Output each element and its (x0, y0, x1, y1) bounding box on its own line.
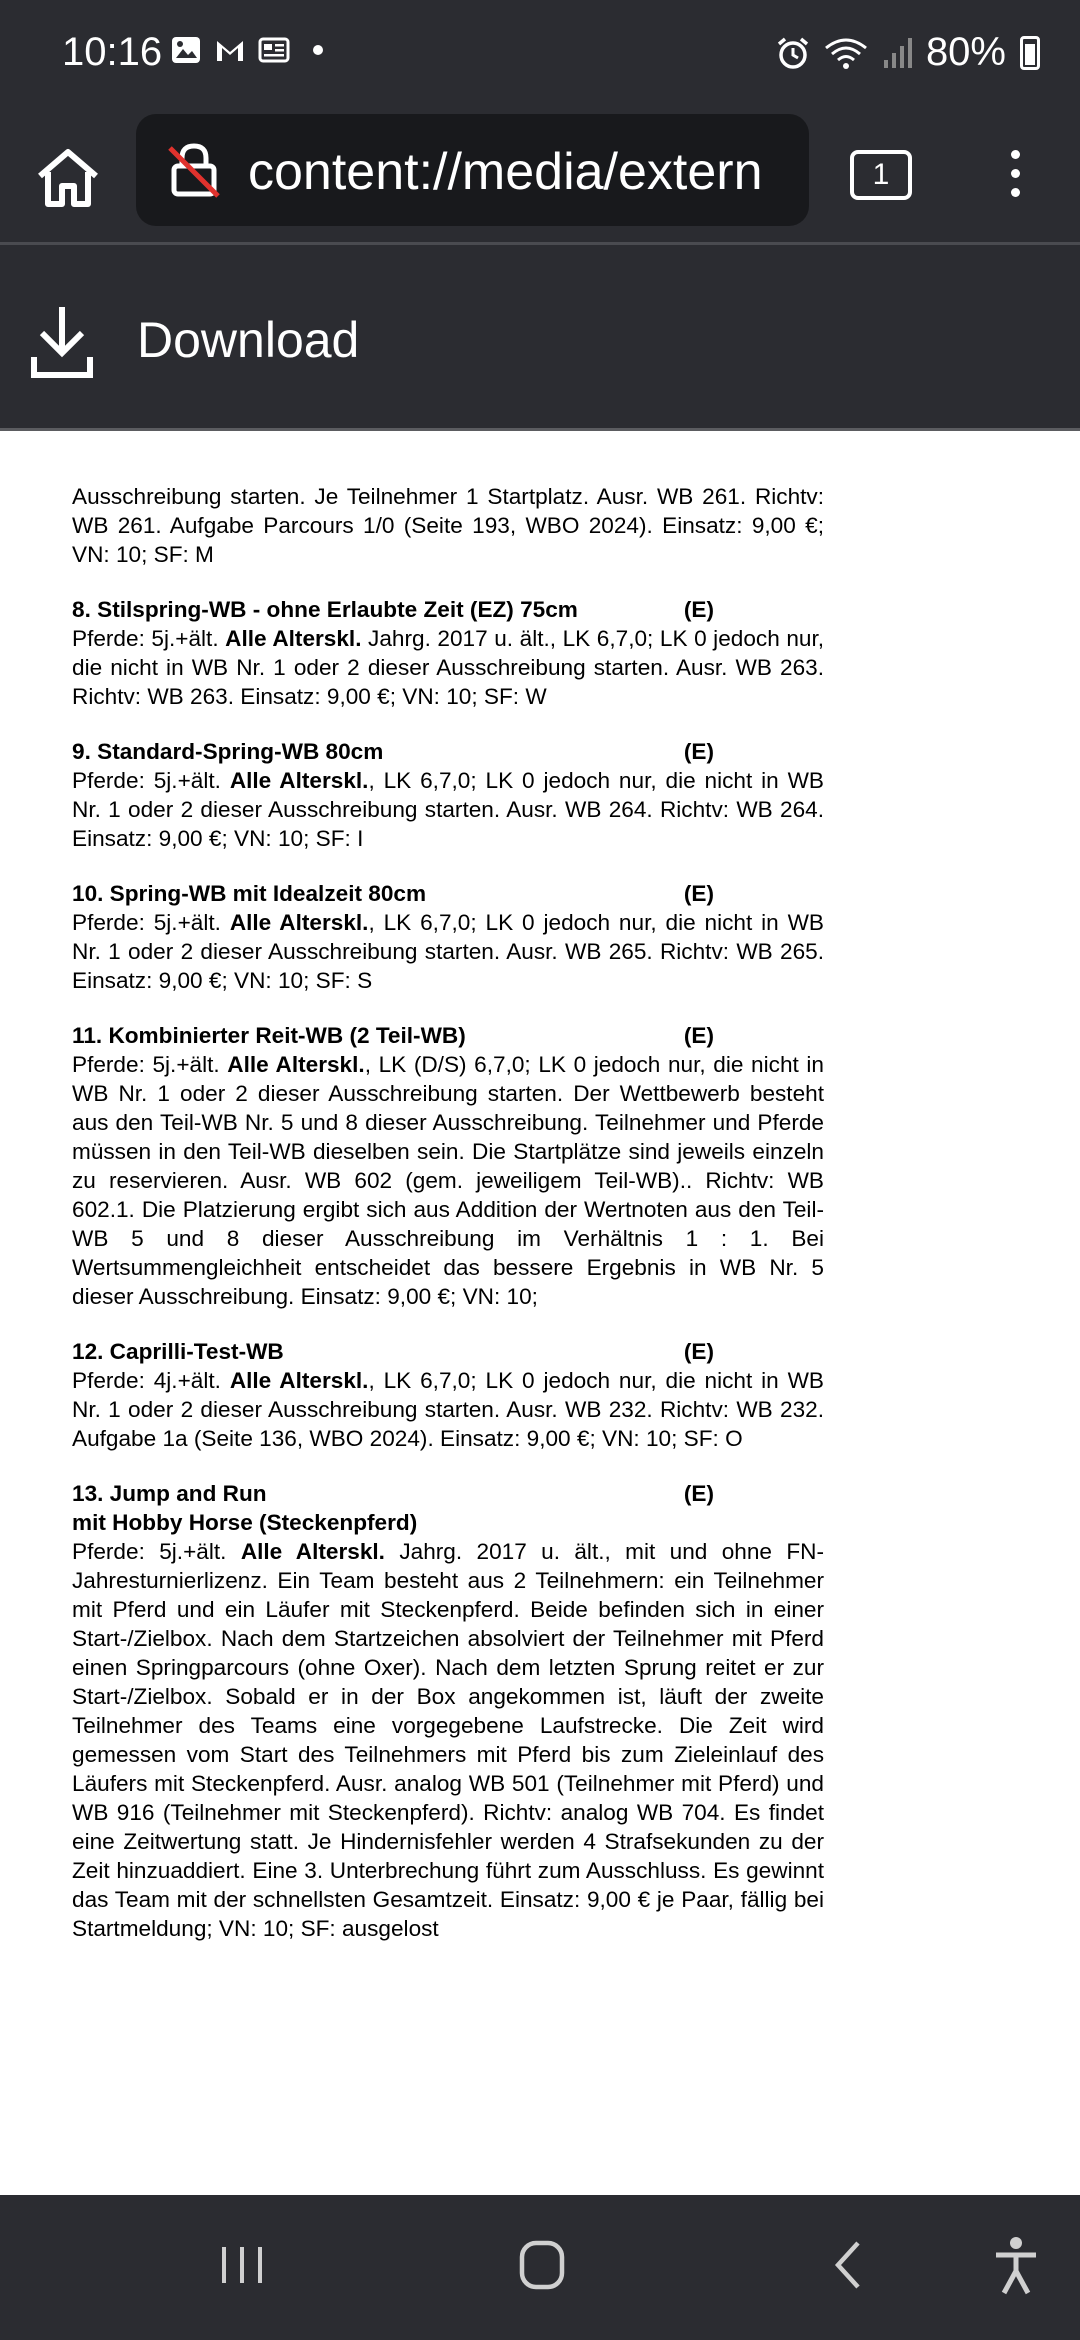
entry-body (72, 766, 824, 853)
status-time: 10:16 (62, 30, 163, 74)
entry-title: 11. Kombinierter Reit-WB (2 Teil-WB) (72, 1023, 466, 1048)
entry-text: , LK 6,7,0; LK 0 jedoch nur, die nicht in WB Nr. 1 oder 2 dieser Ausschreibung starten. Ausr. WB 264. Richtv: WB 264. Einsatz: 9,00 €; VN: 10; SF: I (72, 768, 824, 851)
entry-13 (72, 1479, 824, 1943)
entry-title: 8. Stilspring-WB - ohne Erlaubte Zeit (EZ) 75cm (72, 597, 578, 622)
entry-tag: (E) (683, 1023, 714, 1048)
entry-body (72, 1050, 824, 1311)
system-nav-bar (0, 2195, 1080, 2340)
notification-icons (170, 34, 334, 66)
status-bar (0, 0, 1080, 110)
battery-percent: 80% (925, 30, 1006, 74)
news-icon (258, 34, 290, 66)
entry-body (72, 1366, 824, 1453)
entry-tag: (E) (683, 1339, 714, 1364)
tab-switcher-button[interactable]: 1 (850, 150, 912, 200)
entry-text: Jahrg. 2017 u. ält., LK 6,7,0; LK 0 jedoch nur, die nicht in WB Nr. 1 oder 2 dieser Ausschreibung starten. Ausr. WB 263. Richtv: WB 263. Einsatz: 9,00 €; VN: 10; SF: W (72, 626, 825, 709)
entry-tag: (E) (683, 881, 714, 906)
entry-heading (72, 1479, 824, 1508)
entry-title: 12. Caprilli-Test-WB (72, 1339, 284, 1364)
browser-toolbar (0, 110, 1080, 245)
overflow-menu-icon[interactable] (1000, 144, 1030, 214)
entry-10 (72, 879, 824, 995)
download-label[interactable]: Download (137, 312, 360, 368)
accessibility-icon[interactable] (994, 2235, 1038, 2295)
entry-12 (72, 1337, 824, 1453)
entry-pre: Pferde: 5j.+ält. (72, 1539, 227, 1564)
signal-icon (882, 36, 912, 70)
system-status (776, 30, 1040, 75)
entry-body (72, 624, 824, 711)
entry-subtitle (72, 1508, 824, 1537)
intro-paragraph: Ausschreibung starten. Je Teilnehmer 1 Startplatz. Ausr. WB 261. Richtv: WB 261. Aufgabe Parcours 1/0 (Seite 193, WBO 2024). Einsatz: 9,00 €; VN: 10; SF: M (72, 484, 824, 567)
entry-bold: Alle Alterskl. (229, 1368, 369, 1393)
entry-heading (72, 879, 824, 908)
entry-8 (72, 595, 824, 711)
entry-pre: Pferde: 5j.+ält. (72, 1052, 220, 1077)
url-field[interactable] (136, 114, 809, 226)
entry-tag: (E) (683, 1481, 714, 1506)
dot-icon (302, 34, 334, 66)
entry-pre: Pferde: 4j.+ält. (72, 1368, 221, 1393)
home-icon[interactable] (32, 142, 104, 214)
entry-pre: Pferde: 5j.+ält. (72, 910, 221, 935)
wifi-icon (824, 36, 868, 70)
entry-title-2: mit Hobby Horse (Steckenpferd) (72, 1510, 418, 1535)
recent-apps-icon[interactable] (218, 2241, 266, 2289)
entry-text: Jahrg. 2017 u. ält., mit und ohne FN-Jahresturnierlizenz. Ein Team besteht aus 2 Teilnehmern: ein Teilnehmer mit Pferd und ein Läufer mit Steckenpferd. Beide befinden sich in einer Start-/Zielbox. Nach dem Startzeichen absolviert der Teilnehmer mit Pferd einen Springparcours (ohne Oxer). Nach dem letzten Sprung reitet er zur Start-/Zielbox. Sobald er in der Box angekommen ist, läuft der zweite Teilnehmer des Teams eine vorgegebene Laufstrecke. Die Zeit wird gemessen vom Start des Teilnehmers mit Pferd bis zum Zieleinlauf des Läufers mit Steckenpferd. Ausr. analog WB 501 (Teilnehmer mit Pferd) und WB 916 (Teilnehmer mit Steckenpferd). Richtv: analog WB 704. Es findet eine Zeitwertung statt. Je Hindernisfehler werden 4 Strafsekunden zu der Zeit hinzuaddiert. Eine 3. Unterbrechung führt zum Ausschluss. Es gewinnt das Team mit der schnellsten Gesamtzeit. Einsatz: 9,00 € je Paar, fällig bei Startmeldung; VN: 10; SF: ausgelost (72, 1539, 824, 1941)
entry-heading (72, 737, 824, 766)
url-text[interactable]: content://media/extern (248, 143, 763, 201)
alarm-icon (776, 36, 810, 70)
entry-tag: (E) (683, 739, 714, 764)
entry-title: 13. Jump and Run (72, 1481, 267, 1506)
entry-tag: (E) (683, 597, 714, 622)
gallery-icon (170, 34, 202, 66)
entry-9 (72, 737, 824, 853)
entry-bold: Alle Alterskl. (229, 768, 369, 793)
entry-heading (72, 595, 824, 624)
entry-text: , LK 6,7,0; LK 0 jedoch nur, die nicht in WB Nr. 1 oder 2 dieser Ausschreibung starten. Ausr. WB 265. Richtv: WB 265. Einsatz: 9,00 €; VN: 10; SF: S (72, 910, 824, 993)
entry-body (72, 908, 824, 995)
entry-text: , LK (D/S) 6,7,0; LK 0 jedoch nur, die nicht in WB Nr. 1 oder 2 dieser Ausschreibung starten. Der Wettbewerb besteht aus den Teil-WB Nr. 5 und 8 dieser Ausschreibung. Teilnehmer und Pferde müssen in den Teil-WB dieselben sein. Die Startplätze sind jeweils einzeln zu reservieren. Ausr. WB 602 (gem. jeweiligem Teil-WB).. Richtv: WB 602.1. Die Platzierung ergibt sich aus Addition der Wertnoten aus den Teil-WB 5 und 8 dieser Ausschreibung im Verhältnis 1 : 1. Bei Wertsummengleichheit entscheidet das bessere Ergebnis in WB Nr. 5 dieser Ausschreibung. Einsatz: 9,00 €; VN: 10; (72, 1052, 824, 1309)
battery-icon (1020, 36, 1040, 70)
download-icon[interactable] (28, 301, 96, 381)
entry-11 (72, 1021, 824, 1311)
entry-text: , LK 6,7,0; LK 0 jedoch nur, die nicht in WB Nr. 1 oder 2 dieser Ausschreibung starten. Ausr. WB 232. Richtv: WB 232. Aufgabe 1a (Seite 136, WBO 2024). Einsatz: 9,00 €; VN: 10; SF: O (72, 1368, 824, 1451)
entry-bold: Alle Alterskl. (229, 910, 369, 935)
entry-body (72, 1537, 824, 1943)
entry-heading (72, 1021, 824, 1050)
entry-bold: Alle Alterskl. (240, 1539, 385, 1564)
entry-pre: Pferde: 5j.+ält. (72, 768, 221, 793)
gmail-icon (214, 34, 246, 66)
home-icon[interactable] (518, 2239, 566, 2291)
pdf-document (72, 482, 824, 1969)
entry-bold: Alle Alterskl. (225, 626, 362, 651)
download-bar[interactable] (0, 245, 1080, 431)
entry-bold: Alle Alterskl. (227, 1052, 365, 1077)
back-icon[interactable] (830, 2239, 866, 2291)
entry-pre: Pferde: 5j.+ält. (72, 626, 219, 651)
entry-title: 10. Spring-WB mit Idealzeit 80cm (72, 881, 427, 906)
entry-heading (72, 1337, 824, 1366)
entry-title: 9. Standard-Spring-WB 80cm (72, 739, 384, 764)
insecure-lock-icon[interactable] (166, 142, 222, 198)
